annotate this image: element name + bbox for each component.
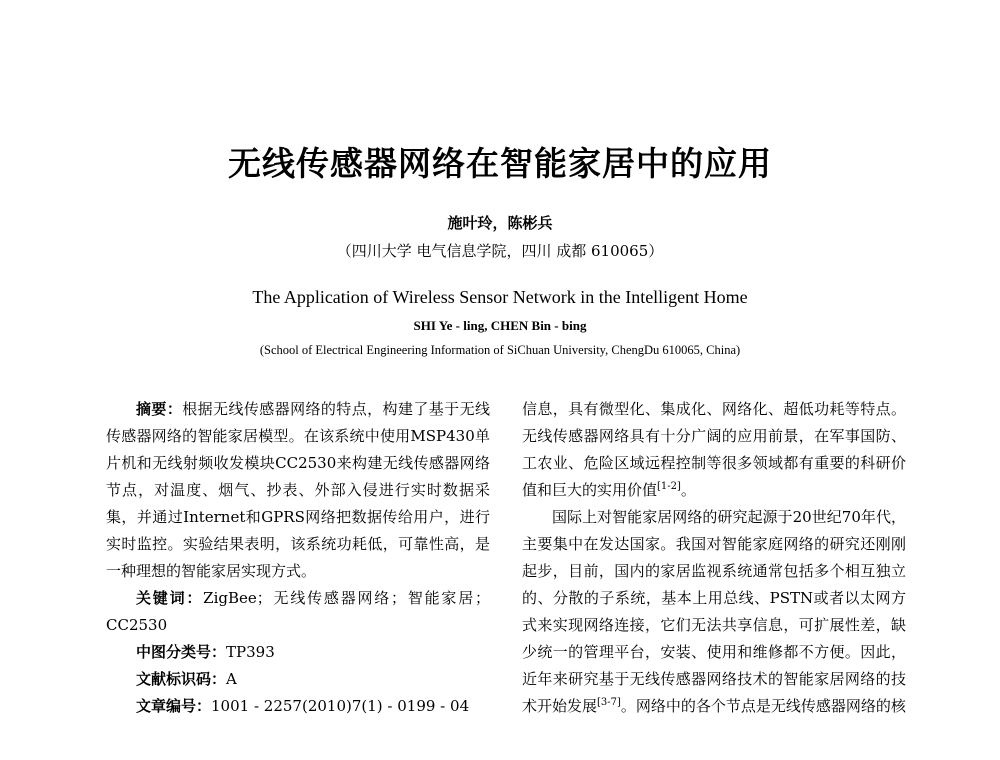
paper-title: 无线传感器网络在智能家居中的应用 bbox=[228, 144, 772, 183]
paper-title-en: The Application of Wireless Sensor Network in the Intelligent Home bbox=[252, 287, 748, 307]
abstract-label: 摘要： bbox=[136, 400, 183, 418]
document-code bbox=[106, 666, 490, 693]
keywords-label: 关键词： bbox=[136, 589, 204, 607]
article-number-value: 1001 - 2257(2010)7(1) - 0199 - 04 bbox=[211, 697, 470, 715]
affiliation-en: (School of Electrical Engineering Information of SiChuan University, ChengDu 610065, China) bbox=[259, 343, 741, 357]
affiliation-cn: （四川大学 电气信息学院，四川 成都 610065） bbox=[336, 242, 664, 260]
body-paragraph-1 bbox=[522, 396, 906, 504]
classification-value: TP393 bbox=[226, 643, 275, 661]
abstract bbox=[106, 396, 490, 585]
citation-1-2: [1-2] bbox=[657, 481, 681, 492]
classification bbox=[106, 639, 490, 666]
authors-en: SHI Ye - ling, CHEN Bin - bing bbox=[413, 318, 587, 333]
body-p2-end: 。网络中的各个节点是无线传感器网络的核 bbox=[620, 697, 906, 715]
left-column bbox=[106, 396, 490, 720]
article-number bbox=[106, 693, 490, 720]
authors-cn: 施叶玲，陈彬兵 bbox=[447, 214, 553, 232]
abstract-text: 根据无线传感器网络的特点，构建了基于无线传感器网络的智能家居模型。在该系统中使用MSP430单片机和无线射频收发模块CC2530来构建无线传感器网络节点，对温度、烟气、抄表、外部入侵进行实时数据采集，并通过Internet和GPRS网络把数据传给用户，进行实时监控。实验结果表明，该系统功耗低，可靠性高，是一种理想的智能家居实现方式。 bbox=[106, 400, 490, 580]
document-code-value: A bbox=[226, 670, 237, 688]
body-p1-text: 信息，具有微型化、集成化、网络化、超低功耗等特点。无线传感器网络具有十分广阔的应用前景，在军事国防、工农业、危险区域远程控制等很多领域都有重要的科研价值和巨大的实用价值 bbox=[522, 400, 906, 499]
classification-label: 中图分类号： bbox=[136, 643, 227, 661]
body-p1-end: 。 bbox=[680, 481, 696, 499]
body-paragraph-2 bbox=[522, 504, 906, 720]
citation-3-7: [3-7] bbox=[597, 697, 621, 708]
keywords bbox=[106, 585, 490, 639]
keywords-text: ZigBee；无线传感器网络；智能家居；CC2530 bbox=[106, 589, 490, 634]
article-number-label: 文章编号： bbox=[136, 697, 212, 715]
right-column bbox=[522, 396, 906, 720]
body-p2-text: 国际上对智能家居网络的研究起源于20世纪70年代，主要集中在发达国家。我国对智能家庭网络的研究还刚刚起步，目前，国内的家居监视系统通常包括多个相互独立的、分散的子系统，基本上用总线、PSTN或者以太网方式来实现网络连接，它们无法共享信息，可扩展性差，缺少统一的管理平台，安装、使用和维修都不方便。因此，近年来研究基于无线传感器网络技术的智能家居网络的技术开始发展 bbox=[522, 508, 906, 715]
document-code-label: 文献标识码： bbox=[136, 670, 227, 688]
